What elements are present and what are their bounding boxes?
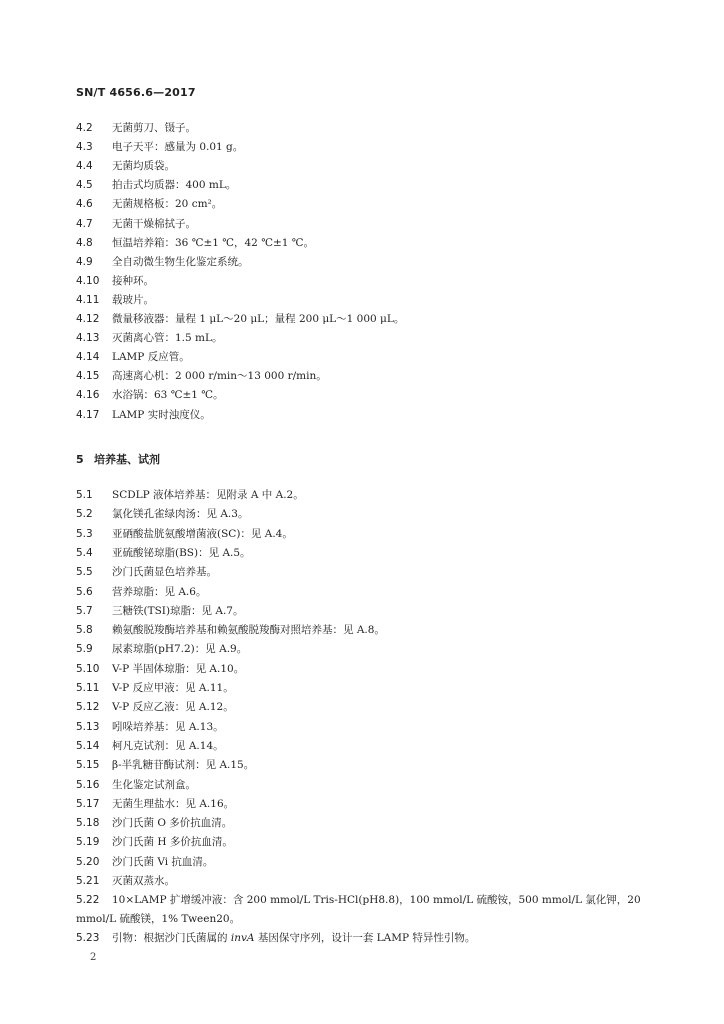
item-number: 5.23: [76, 931, 100, 944]
list-item: [76, 527, 293, 541]
item-number: 5.15: [76, 759, 100, 772]
list-item: [76, 255, 249, 269]
item-text: 电子天平：感量为 0.01 g。: [112, 141, 244, 154]
list-item: [76, 874, 175, 888]
item-number: 5.17: [76, 797, 100, 810]
list-item: [76, 274, 154, 288]
item-number: 5.11: [76, 682, 100, 694]
item-text: 拍击式均质器：400 mL。: [112, 179, 237, 192]
item-number: 5.3: [76, 527, 93, 540]
list-item: [76, 350, 190, 364]
list-item: [76, 388, 224, 402]
item-text: 沙门氏菌 H 多价抗血清。: [112, 836, 233, 849]
list-item: [76, 855, 213, 869]
list-item: [76, 604, 243, 618]
page-number: 2: [90, 952, 97, 963]
item-number: 5.16: [76, 778, 100, 791]
item-number: 4.17: [76, 408, 100, 421]
list-item: [76, 816, 232, 830]
list-item: [76, 217, 196, 231]
list-item: [76, 835, 233, 849]
item-text: β-半乳糖苷酶试剂：见 A.15。: [112, 759, 255, 772]
list-item: [76, 720, 224, 734]
item-number: 4.12: [76, 313, 100, 325]
list-item: [76, 197, 222, 211]
item-number: 4.2: [76, 122, 93, 134]
list-item: [76, 931, 475, 945]
item-number: 5.20: [76, 855, 100, 868]
item-text: 柯凡克试剂：见 A.14。: [112, 739, 224, 752]
list-item: [76, 681, 234, 695]
item-text: 亚硫酸铋琼脂(BS)：见 A.5。: [112, 546, 251, 559]
item-number: 5.19: [76, 836, 100, 849]
item-text: 灭菌离心管：1.5 mL。: [112, 332, 223, 345]
standard-header: SN/T 4656.6—2017: [76, 86, 196, 99]
item-text: 吲哚培养基：见 A.13。: [112, 720, 224, 733]
item-number: 4.14: [76, 351, 100, 364]
item-text: V-P 半固体琼脂：见 A.10。: [112, 662, 245, 675]
item-text: LAMP 反应管。: [112, 351, 190, 364]
item-number: 5.2: [76, 508, 93, 521]
item-number: 5.14: [76, 739, 100, 752]
item-text: 无菌生理盐水：见 A.16。: [112, 797, 235, 810]
list-item: [76, 797, 234, 811]
item-number: 4.7: [76, 217, 93, 230]
list-item: [76, 140, 243, 154]
item-text: 无菌剪刀、镊子。: [112, 122, 196, 134]
item-number: 4.13: [76, 332, 100, 345]
list-item: [76, 546, 251, 560]
list-item: [76, 507, 248, 521]
item-text: 营养琼脂：见 A.6。: [112, 585, 207, 598]
list-item: [76, 700, 234, 714]
section-5-heading: [76, 451, 160, 467]
item-number: 4.5: [76, 179, 93, 192]
item-text: 基因保守序列，设计一套 LAMP 特异性引物。: [254, 931, 476, 944]
item-text: LAMP 实时浊度仪。: [112, 408, 211, 421]
list-item: [76, 758, 254, 772]
item-number: 4.3: [76, 141, 93, 154]
list-item: [76, 891, 656, 929]
gene-name: invA: [230, 931, 255, 944]
item-number: 5.10: [76, 662, 100, 675]
list-item: [76, 778, 196, 792]
item-text: SCDLP 液体培养基：见附录 A 中 A.2。: [112, 489, 304, 501]
list-item: [76, 121, 196, 135]
item-number: 4.9: [76, 255, 93, 268]
item-text: 赖氨酸脱羧酶培养基和赖氨酸脱羧酶对照培养基：见 A.8。: [112, 624, 385, 637]
item-text: 氯化镁孔雀绿肉汤：见 A.3。: [112, 508, 249, 521]
list-item: [76, 408, 211, 422]
list-item: [76, 236, 314, 250]
item-text: 全自动微生物生化鉴定系统。: [112, 255, 249, 268]
item-text: 亚硒酸盐胱氨酸增菌液(SC)：见 A.4。: [112, 527, 293, 540]
item-number: 5.7: [76, 604, 93, 617]
list-item: [76, 159, 175, 173]
list-item: [76, 739, 224, 753]
item-text: 沙门氏菌显色培养基。: [112, 566, 217, 579]
item-number: 4.16: [76, 389, 100, 402]
item-number: 5.9: [76, 643, 93, 656]
item-number: 5.21: [76, 875, 100, 887]
list-item: [76, 488, 304, 502]
item-number: 4.15: [76, 370, 100, 383]
list-item: [76, 369, 327, 383]
item-text: 灭菌双蒸水。: [112, 875, 175, 887]
list-item: [76, 331, 222, 345]
item-text: 恒温培养箱：36 ℃±1 ℃，42 ℃±1 ℃。: [112, 236, 315, 249]
item-number: 5.22: [76, 894, 100, 907]
item-text: 无菌干燥棉拭子。: [112, 217, 196, 230]
item-text: 沙门氏菌 O 多价抗血清。: [112, 817, 233, 830]
item-text: 10×LAMP 扩增缓冲液：含 200 mmol/L Tris-HCl(pH8.8)，100 mmol/L 硫酸铵，500 mmol/L 氯化钾，20 mmol/L 硫酸镁，1% Tween20。: [76, 894, 641, 926]
item-number: 4.6: [76, 198, 93, 211]
list-item: [76, 178, 236, 192]
item-number: 5.1: [76, 489, 93, 501]
item-text: 三糖铁(TSI)琼脂：见 A.7。: [112, 604, 244, 617]
list-item: [76, 293, 154, 307]
list-item: [76, 312, 404, 326]
item-text: 微量移液器：量程 1 μL～20 μL；量程 200 μL～1 000 μL。: [112, 313, 405, 325]
item-number: 5.8: [76, 624, 93, 637]
item-text: 接种环。: [112, 274, 154, 287]
item-number: 4.4: [76, 160, 93, 173]
item-text: 生化鉴定试剂盒。: [112, 778, 196, 791]
item-text: 载玻片。: [112, 293, 154, 306]
item-text: V-P 反应甲液：见 A.11。: [112, 682, 234, 694]
item-number: 5.13: [76, 720, 100, 733]
section-5-number: 5: [76, 453, 84, 466]
item-number: 4.11: [76, 293, 100, 306]
item-text: 水浴锅：63 ℃±1 ℃。: [112, 389, 224, 402]
item-text: 引物：根据沙门氏菌属的: [112, 931, 231, 944]
item-text: V-P 反应乙液：见 A.12。: [112, 701, 234, 714]
item-number: 5.18: [76, 817, 100, 830]
item-number: 4.10: [76, 274, 100, 287]
item-number: 5.12: [76, 701, 100, 714]
section-5-title: 培养基、试剂: [94, 453, 160, 466]
item-text: 无菌均质袋。: [112, 160, 175, 173]
item-text: 高速离心机：2 000 r/min～13 000 r/min。: [112, 370, 327, 383]
item-text: 尿素琼脂(pH7.2)：见 A.9。: [112, 643, 248, 656]
item-text: 沙门氏菌 Vi 抗血清。: [112, 855, 214, 868]
item-text: 无菌规格板：20 cm²。: [112, 198, 223, 211]
item-number: 5.5: [76, 566, 93, 579]
list-item: [76, 662, 244, 676]
list-item: [76, 585, 206, 599]
list-item: [76, 623, 385, 637]
item-number: 4.8: [76, 236, 93, 249]
item-number: 5.6: [76, 585, 93, 598]
list-item: [76, 565, 217, 579]
list-item: [76, 642, 247, 656]
item-number: 5.4: [76, 546, 93, 559]
